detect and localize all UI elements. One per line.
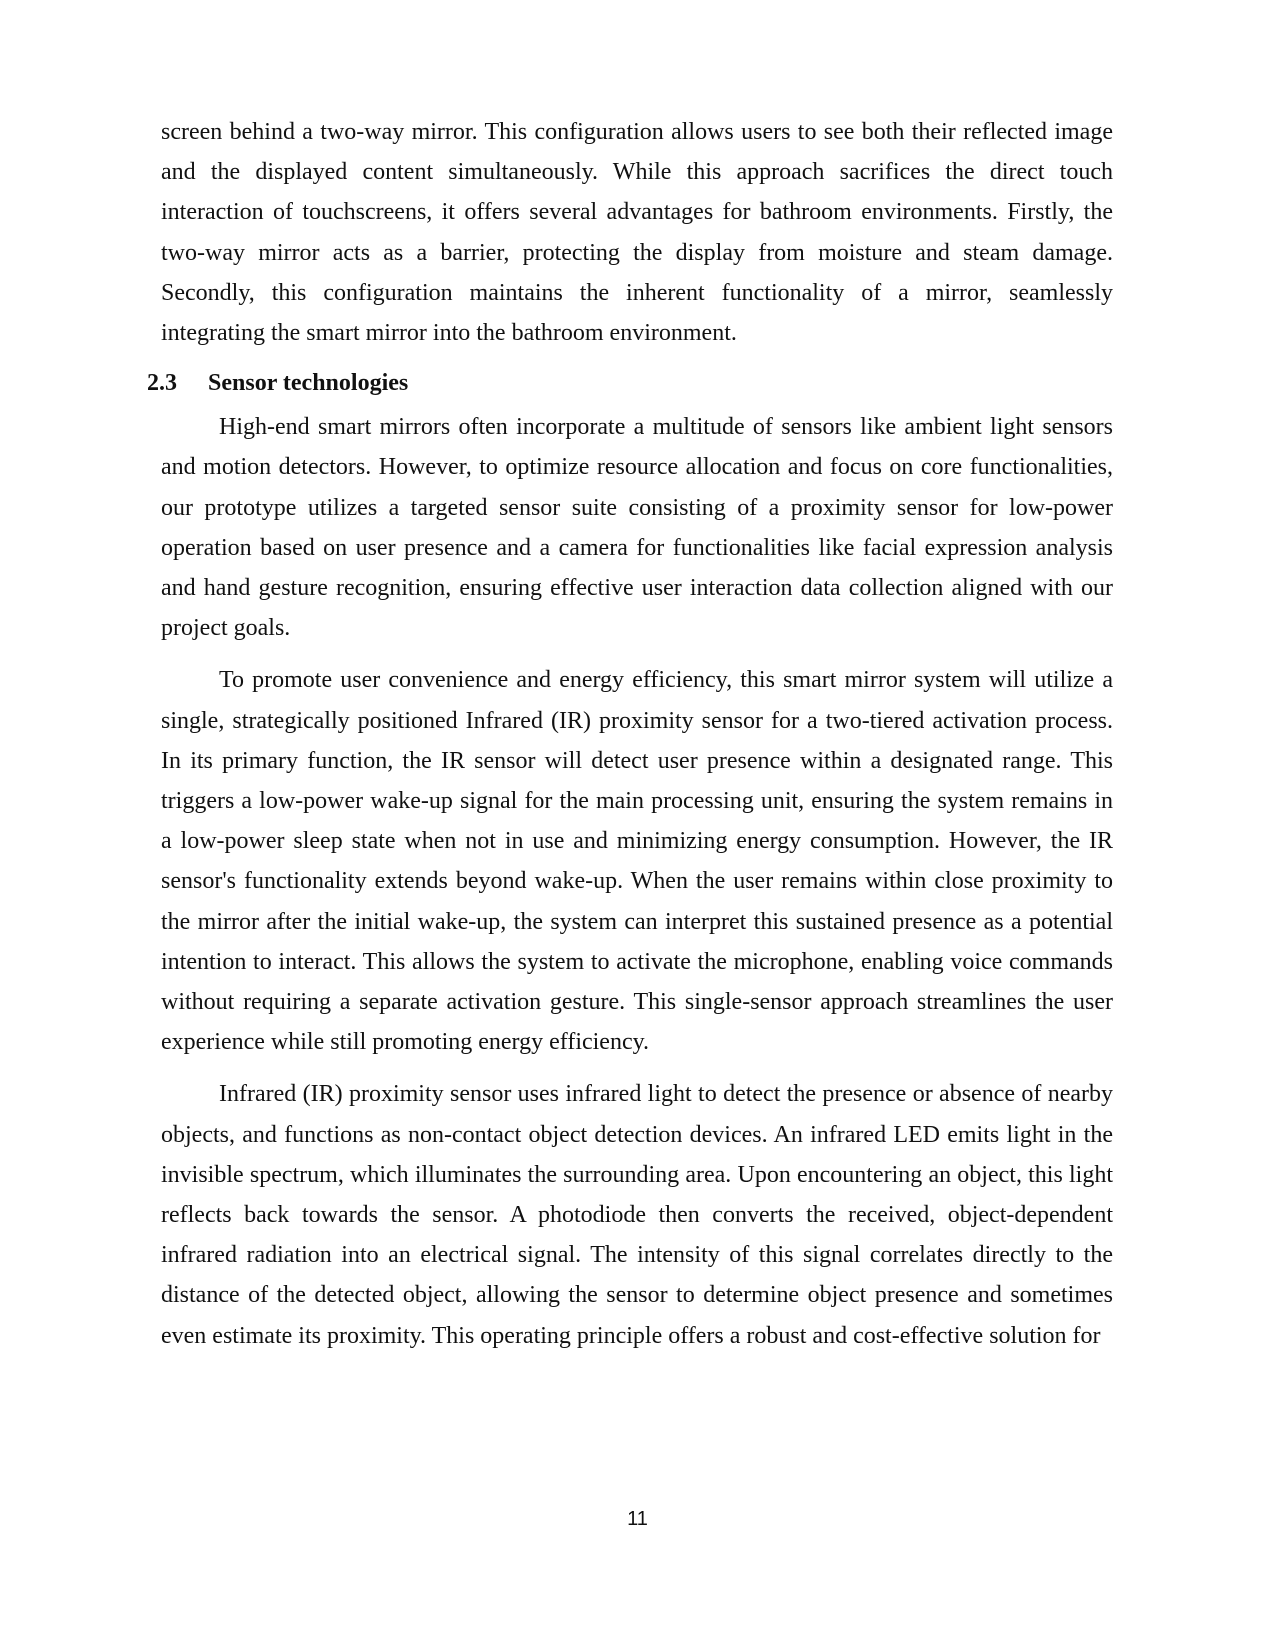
document-page	[147, 112, 1113, 1356]
paragraph-sensor-overview: High-end smart mirrors often incorporate a multitude of sensors like ambient light sensors and motion detectors. However, to optimize resource allocation and focus on core functionalities, our prototype utilizes a targeted sensor suite consisting of a proximity sensor for low-power operation based on user presence and a camera for functionalities like facial expression analysis and hand gesture recognition, ensuring effective user interaction data collection aligned with our project goals.	[161, 414, 1113, 642]
page-number: 11	[627, 1508, 648, 1530]
paragraph-ir-activation: To promote user convenience and energy efficiency, this smart mirror system will utilize a single, strategically positioned Infrared (IR) proximity sensor for a two-tiered activation process. In its primary function, the IR sensor will detect user presence within a designated range. This triggers a low-power wake-up signal for the main processing unit, ensuring the system remains in a low-power sleep state when not in use and minimizing energy consumption. However, the IR sensor's functionality extends beyond wake-up. When the user remains within close proximity to the mirror after the initial wake-up, the system can interpret this sustained presence as a potential intention to interact. This allows the system to activate the microphone, enabling voice commands without requiring a separate activation gesture. This single-sensor approach streamlines the user experience while still promoting energy efficiency.	[161, 667, 1113, 1056]
section-title: Sensor technologies	[208, 370, 409, 397]
section-number: 2.3	[147, 370, 177, 397]
section-heading	[147, 363, 1113, 403]
paragraph-continuation: screen behind a two-way mirror. This configuration allows users to see both their reflected image and the displayed content simultaneously. While this approach sacrifices the direct touch interaction of touchscreens, it offers several advantages for bathroom environments. Firstly, the two-way mirror acts as a barrier, protecting the display from moisture and steam damage. Secondly, this configuration maintains the inherent functionality of a mirror, seamlessly integrating the smart mirror into the bathroom environment.	[161, 119, 1113, 347]
paragraph-ir-principle: Infrared (IR) proximity sensor uses infrared light to detect the presence or absence of nearby objects, and functions as non-contact object detection devices. An infrared LED emits light in the invisible spectrum, which illuminates the surrounding area. Upon encountering an object, this light reflects back towards the sensor. A photodiode then converts the received, object-dependent infrared radiation into an electrical signal. The intensity of this signal correlates directly to the distance of the detected object, allowing the sensor to determine object presence and sometimes even estimate its proximity. This operating principle offers a robust and cost-effective solution for	[161, 1081, 1113, 1349]
